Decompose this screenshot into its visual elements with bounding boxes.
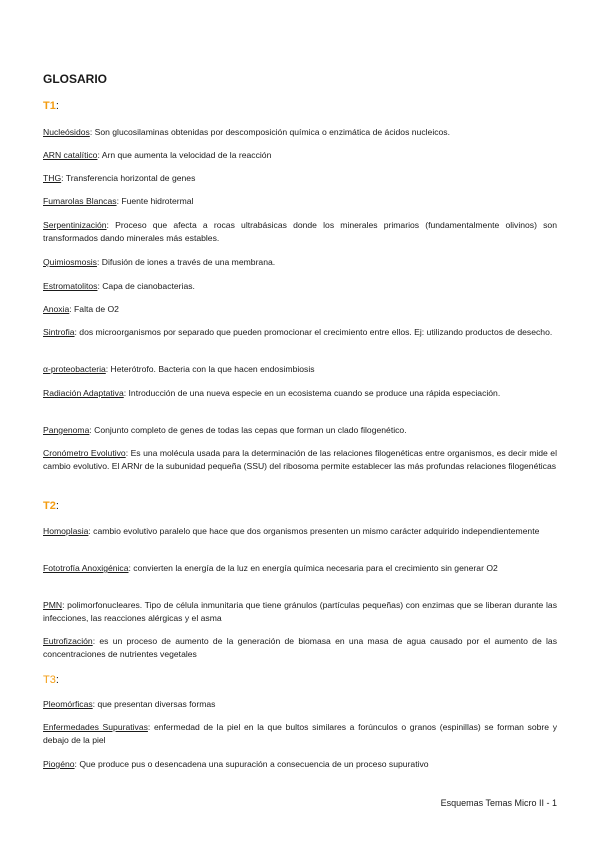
- glossary-entry: [43, 698, 557, 711]
- section-colon: :: [55, 674, 59, 686]
- glossary-definition: : Conjunto completo de genes de todas las cepas que forman un clado filogenético.: [89, 425, 407, 435]
- glossary-entry: [43, 635, 557, 661]
- glossary-definition: : polimorfonucleares. Tipo de célula inmunitaria que tiene gránulos (partículas pequeñas) con enzimas que se liberan durante las infecciones, las reacciones alérgicas y el asma: [43, 600, 557, 623]
- glossary-definition: : Proceso que afecta a rocas ultrabásicas donde los minerales primarios (fundamentalmente olivinos) son transformados dando minerales más estables.: [43, 220, 557, 243]
- glossary-definition: : cambio evolutivo paralelo que hace que dos organismos presenten un mismo carácter adquirido independientemente: [88, 526, 540, 536]
- glossary-entry: [43, 195, 557, 208]
- glossary-definition: : Falta de O2: [69, 304, 119, 314]
- glossary-term: Piogéno: [43, 759, 75, 769]
- glossary-entry: [43, 149, 557, 162]
- glossary-definition: : Es una molécula usada para la determinación de las relaciones filogenéticas entre organismos, es decir mide el cambio evolutivo. El ARNr de la subunidad pequeña (SSU) del ribosoma permite establecer las más profundas relaciones filogenéticas: [43, 448, 557, 471]
- glossary-entry: [43, 721, 557, 747]
- glossary-definition: : Capa de cianobacterias.: [97, 281, 195, 291]
- glossary-entry: [43, 424, 557, 437]
- glossary-term: Cronómetro Evolutivo: [43, 448, 126, 458]
- glossary-entry: [43, 525, 557, 538]
- glossary-term: Nucleósidos: [43, 127, 90, 137]
- glossary-entry: [43, 219, 557, 245]
- glossary-entry: [43, 256, 557, 269]
- section-heading-t2: [43, 500, 59, 512]
- section-heading-t1: [43, 100, 59, 112]
- section-label: T2: [43, 500, 56, 512]
- glossary-term: Estromatolitos: [43, 281, 98, 291]
- glossary-definition: : Heterótrofo. Bacteria con la que hacen endosimbiosis: [105, 364, 315, 374]
- glossary-entry: [43, 387, 557, 400]
- glossary-entry: [43, 758, 557, 771]
- glossary-term: Pleomórficas: [43, 699, 93, 709]
- glossary-definition: : Que produce pus o desencadena una supuración a consecuencia de un proceso supurativo: [74, 759, 429, 769]
- glossary-term: THG: [43, 173, 62, 183]
- glossary-term: Fumarolas Blancas: [43, 196, 117, 206]
- glossary-term: Pangenoma: [43, 425, 90, 435]
- glossary-definition: : convierten la energía de la luz en energía química necesaria para el crecimiento sin generar O2: [128, 563, 498, 573]
- glossary-term: Serpentinización: [43, 220, 107, 230]
- glossary-definition: : Arn que aumenta la velocidad de la reacción: [97, 150, 272, 160]
- glossary-entry: [43, 126, 557, 139]
- glossary-definition: : enfermedad de la piel en la que bultos similares a forúnculos o granos (espinillas) se forman sobre y debajo de la piel: [43, 722, 557, 745]
- glossary-entry: [43, 562, 557, 575]
- glossary-entry: [43, 326, 557, 339]
- glossary-term: Homoplasia: [43, 526, 89, 536]
- glossary-term: Quimiosmosis: [43, 257, 97, 267]
- glossary-term: Sintrofia: [43, 327, 75, 337]
- glossary-definition: : dos microorganismos por separado que pueden promocionar el crecimiento entre ellos. Ej: utilizando productos de desecho.: [74, 327, 553, 337]
- glossary-term: α-proteobacteria: [43, 364, 106, 374]
- glossary-term: Radiación Adaptativa: [43, 388, 124, 398]
- section-colon: :: [55, 100, 59, 112]
- page-title: GLOSARIO: [43, 72, 108, 86]
- glossary-term: Enfermedades Supurativas: [43, 722, 148, 732]
- section-heading-t3: [43, 674, 59, 686]
- glossary-definition: : es un proceso de aumento de la generación de biomasa en una masa de agua causado por el aumento de las concentraciones de nutrientes vegetales: [43, 636, 557, 659]
- glossary-definition: : Son glucosilaminas obtenidas por descomposición química o enzimática de ácidos nucleicos.: [89, 127, 450, 137]
- glossary-entry: [43, 280, 557, 293]
- glossary-term: PMN: [43, 600, 63, 610]
- glossary-definition: : Difusión de iones a través de una membrana.: [96, 257, 276, 267]
- glossary-definition: : Fuente hidrotermal: [116, 196, 194, 206]
- glossary-term: ARN catalítico: [43, 150, 98, 160]
- glossary-entry: [43, 363, 557, 376]
- glossary-term: Fototrofía Anoxigénica: [43, 563, 129, 573]
- glossary-term: Eutrofización: [43, 636, 93, 646]
- glossary-definition: : Transferencia horizontal de genes: [61, 173, 196, 183]
- glossary-entry: [43, 599, 557, 625]
- glossary-term: Anoxia: [43, 304, 70, 314]
- glossary-definition: : Introducción de una nueva especie en un ecosistema cuando se produce una rápida especiación.: [123, 388, 501, 398]
- section-label: T3: [43, 674, 56, 686]
- glossary-definition: : que presentan diversas formas: [92, 699, 216, 709]
- page-footer: Esquemas Temas Micro II - 1: [440, 798, 557, 808]
- glossary-entry: [43, 303, 557, 316]
- glossary-entry: [43, 172, 557, 185]
- glossary-entry: [43, 447, 557, 473]
- section-colon: :: [55, 500, 59, 512]
- section-label: T1: [43, 100, 56, 112]
